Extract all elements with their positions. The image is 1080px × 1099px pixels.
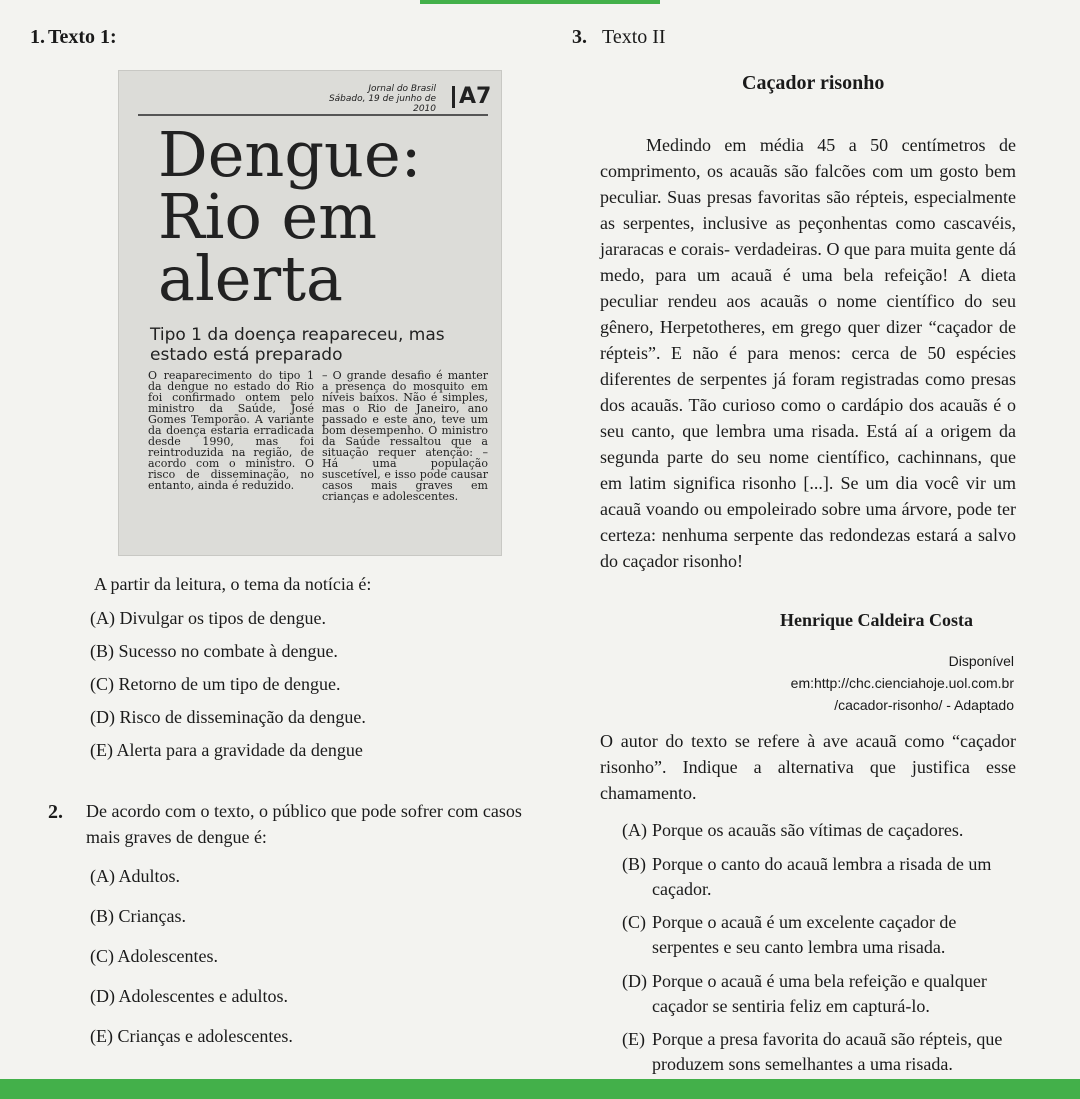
question-2-option-b[interactable]: (B) Crianças. [90, 906, 186, 926]
option-letter: (D) [622, 971, 647, 991]
question-3-number: 3. [572, 26, 587, 48]
article-title: Caçador risonho [742, 72, 885, 94]
option-text: Porque o acauã é um excelente caçador de serpentes e seu canto lembra uma risada. [652, 912, 957, 957]
question-1-heading: Texto 1: [48, 26, 117, 48]
option-letter: (A) [622, 820, 647, 840]
question-3-stem: O autor do texto se refere à ave acauã como “caçador risonho”. Indique a alternativa que justifica esse chamamento. [600, 731, 1016, 803]
clipping-column-1: O reaparecimento do tipo 1 da dengue no estado do Rio foi confirmado ontem pelo ministro da Saúde, José Gomes Temporão. A variante da doença estaria erradicada desde 1990, mas foi reintroduzida na região, de acordo com o ministro. O risco de disseminação, no entanto, ainda é reduzido. [148, 369, 314, 492]
article-author: Henrique Caldeira Costa [780, 610, 973, 630]
clipping-date: Sábado, 19 de junho de 2010 [328, 94, 436, 114]
top-accent-strip [420, 0, 660, 4]
clipping-column-2: – O grande desafio é manter a presença do mosquito em níveis baixos. Não é simples, mas o Rio de Janeiro, ano passado e este ano, teve um bom desempenho. O ministro da Saúde ressaltou que a situação requer atenção: – Há uma população suscetível, e isso pode causar casos mais graves em crianças e adolescentes. [322, 369, 488, 503]
source-line-1: Disponível [948, 653, 1014, 669]
question-3-option-c[interactable] [622, 910, 1022, 960]
headline-line-1: Dengue: [158, 118, 422, 191]
question-2-option-e[interactable]: (E) Crianças e adolescentes. [90, 1026, 293, 1046]
clipping-body [148, 370, 488, 502]
question-1-option-c[interactable]: (C) Retorno de um tipo de dengue. [90, 674, 341, 694]
question-3-heading: Texto II [602, 26, 666, 48]
question-2-number: 2. [48, 801, 63, 823]
source-line-2: em:http://chc.cienciahoje.uol.com.br [790, 675, 1014, 691]
question-1-option-a[interactable]: (A) Divulgar os tipos de dengue. [90, 608, 326, 628]
newspaper-clipping [118, 70, 502, 556]
headline-line-3: alerta [158, 242, 344, 315]
source-line-3: /cacador-risonho/ - Adaptado [834, 697, 1014, 713]
question-2-option-d[interactable]: (D) Adolescentes e adultos. [90, 986, 288, 1006]
option-letter: (B) [622, 854, 646, 874]
question-1-stem: A partir da leitura, o tema da notícia é: [94, 574, 372, 594]
clipping-newspaper-name: Jornal do Brasil [368, 84, 436, 94]
option-text: Porque os acauãs são vítimas de caçadores. [652, 820, 964, 840]
article-body: Medindo em média 45 a 50 centímetros de comprimento, os acauãs são falcões com um gosto bem peculiar. Suas presas favoritas são répteis, especialmente as serpentes, inclusive as peçonhentas como cascavéis, jararacas e corais- verdadeiras. O que para muita gente dá medo, para um acauã é uma bela refeição! A dieta peculiar rendeu aos acauãs o nome científico do seu gênero, Herpetotheres, em grego quer dizer “caçador de répteis”. E não é para menos: cerca de 50 espécies diferentes de serpentes já foram registradas como presas dos acauãs. Tão curioso como o cardápio dos acauãs é o seu canto, que lembra uma risada. Está aí a origem da segunda parte do seu nome científico, cachinnans, que em latim significa risonho [...]. Se um dia você vir um acauã voando ou empoleirado sobre uma árvore, pode ter certeza: nenhuma serpente das redondezas estará a salvo do caçador risonho! [600, 135, 1016, 571]
option-text: Porque o acauã é uma bela refeição e qualquer caçador se sentiria feliz em capturá-lo. [652, 971, 987, 1016]
option-letter: (C) [622, 912, 646, 932]
clipping-masthead [306, 84, 436, 114]
question-3-option-e[interactable] [622, 1027, 1022, 1077]
clipping-divider [138, 114, 488, 116]
headline-line-2: Rio em [158, 180, 378, 253]
question-1-option-d[interactable]: (D) Risco de disseminação da dengue. [90, 707, 366, 727]
option-text: Porque a presa favorita do acauã são répteis, que produzem sons semelhantes a uma risada. [652, 1029, 1003, 1074]
clipping-headline [158, 118, 422, 315]
clipping-page-number: A7 [452, 86, 491, 108]
clipping-subheadline: Tipo 1 da doença reapareceu, mas estado está preparado [150, 325, 445, 365]
question-2-option-c[interactable]: (C) Adolescentes. [90, 946, 218, 966]
question-2-option-a[interactable]: (A) Adultos. [90, 866, 180, 886]
question-3-option-b[interactable] [622, 852, 1022, 902]
option-text: Porque o canto do acauã lembra a risada de um caçador. [652, 854, 992, 899]
question-2-stem-line-2: mais graves de dengue é: [86, 827, 267, 847]
question-1-number: 1. [30, 26, 45, 48]
question-3-option-a[interactable] [622, 818, 1022, 843]
question-1-option-e[interactable]: (E) Alerta para a gravidade da dengue [90, 740, 363, 760]
article-source [754, 650, 1014, 716]
question-2-stem-line-1: De acordo com o texto, o público que pode sofrer com casos [86, 801, 522, 821]
question-1-option-b[interactable]: (B) Sucesso no combate à dengue. [90, 641, 338, 661]
bottom-accent-bar [0, 1079, 1080, 1099]
option-letter: (E) [622, 1029, 645, 1049]
question-3-option-d[interactable] [622, 969, 1022, 1019]
